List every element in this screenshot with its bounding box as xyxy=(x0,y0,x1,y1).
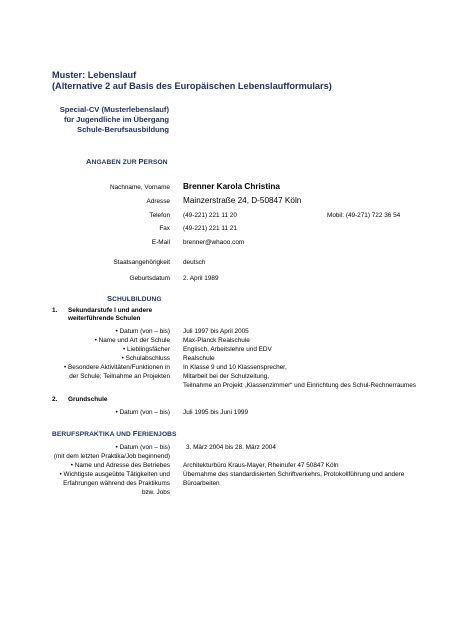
primary-date-value: Juli 1995 bis Juni 1999 xyxy=(183,409,249,416)
edu-school-label: • Name und Art der Schule xyxy=(95,337,170,345)
phone-value: (49-221) 221 11 20 xyxy=(183,212,237,219)
email-label: E-Mail xyxy=(151,239,170,246)
edu-activities-value-line-2: Mitarbeit bei der Schulzeitung, xyxy=(183,373,269,380)
edu-activities-label: • Besondere Aktivitäten/Funktionen in xyxy=(64,364,170,372)
nationality-label: Staatsangehörigkeit xyxy=(113,259,170,266)
subtitle-line-1: Special-CV (Musterlebenslauf) xyxy=(59,105,169,114)
edu-school-value: Max-Planck Realschule xyxy=(183,337,250,344)
birthdate-value: 2. April 1989 xyxy=(183,275,219,282)
primary-date-label: • Datum (von – bis) xyxy=(116,409,170,417)
phone-label: Telefon xyxy=(149,212,170,219)
fax-value: (49-221) 221 11 21 xyxy=(183,225,237,232)
education-item-2-number: 2. xyxy=(52,396,58,403)
edu-activities-value-line-3: Teilnahme an Projekt „Klassenzimmer“ und Einrichtung des Schul-Rechnerraumes xyxy=(183,382,417,389)
edu-graduation-label: • Schulabschluss xyxy=(122,355,170,363)
document-title-subline: (Alternative 2 auf Basis des Europäischen Lebenslaufformulars) xyxy=(52,81,332,91)
address-label: Adresse xyxy=(146,198,170,205)
subtitle-line-3: Schule-Berufsausbildung xyxy=(77,125,169,134)
mobile-value: Mobil: (49-271) 722 36 54 xyxy=(327,212,401,219)
job-date-value: 3. März 2004 bis 28. März 2004 xyxy=(186,444,276,451)
edu-activities-value: In Klasse 9 und 10 Klassensprecher, xyxy=(183,364,287,371)
job-date-note: (mit dem letzten Praktika/Job beginnend) xyxy=(53,453,170,460)
job-date-label: • Datum (von – bis) xyxy=(116,444,170,452)
job-tasks-label-line-2: Erfahrungen während des Praktikums xyxy=(63,480,170,487)
edu-activities-label-line-2: der Schule; Teilnahme an Projekten xyxy=(69,373,170,380)
edu-graduation-value: Realschule xyxy=(183,355,215,362)
education-item-1-title-line-2: weiterführende Schulen xyxy=(68,315,141,322)
job-employer-value: Architekturbüro Kraus-Mayer, Rheinufer 47 50847 Köln xyxy=(183,462,339,469)
fax-label: Fax xyxy=(159,225,170,232)
email-value: brenner@whaoo.com xyxy=(183,239,245,246)
edu-date-value: Juli 1997 bis April 2005 xyxy=(183,328,249,335)
job-tasks-label-line-3: bzw. Jobs xyxy=(141,489,170,496)
job-tasks-value-line-2: Büroarbeiten xyxy=(183,480,220,487)
name-value: Brenner Karola Christina xyxy=(183,182,280,191)
section-heading-personal: ANGABEN ZUR PERSON xyxy=(86,157,168,166)
nationality-value: deutsch xyxy=(183,259,206,266)
job-tasks-label: • Wichtigste ausgeübte Tätigkeiten und xyxy=(60,471,170,479)
edu-subjects-value: Englisch, Arbeitslehre und EDV xyxy=(183,346,272,353)
education-item-1-title: Sekundarstufe I und andere xyxy=(68,307,153,314)
section-heading-education: SCHULBILDUNG xyxy=(107,294,162,303)
section-heading-internships: BERUFSPRAKTIKA UND FERIENJOBS xyxy=(52,429,177,438)
document-title: Muster: Lebenslauf xyxy=(52,70,137,80)
education-item-1-number: 1. xyxy=(52,307,58,314)
education-item-2-title: Grundschule xyxy=(68,396,108,403)
edu-subjects-label: • Lieblingsfächer xyxy=(123,346,170,354)
name-label: Nachname, Vorname xyxy=(109,184,170,191)
job-tasks-value: Übernahme des standardisierten Schriftverkehrs, Protokollführung und andere xyxy=(183,471,405,478)
job-employer-label: • Name und Adresse des Betriebes xyxy=(71,462,170,470)
birthdate-label: Geburtsdatum xyxy=(129,275,170,282)
subtitle-line-2: für Jugendliche im Übergang xyxy=(63,115,169,124)
address-value: Mainzerstraße 24, D-50847 Köln xyxy=(183,196,302,205)
edu-date-label: • Datum (von – bis) xyxy=(116,328,170,336)
